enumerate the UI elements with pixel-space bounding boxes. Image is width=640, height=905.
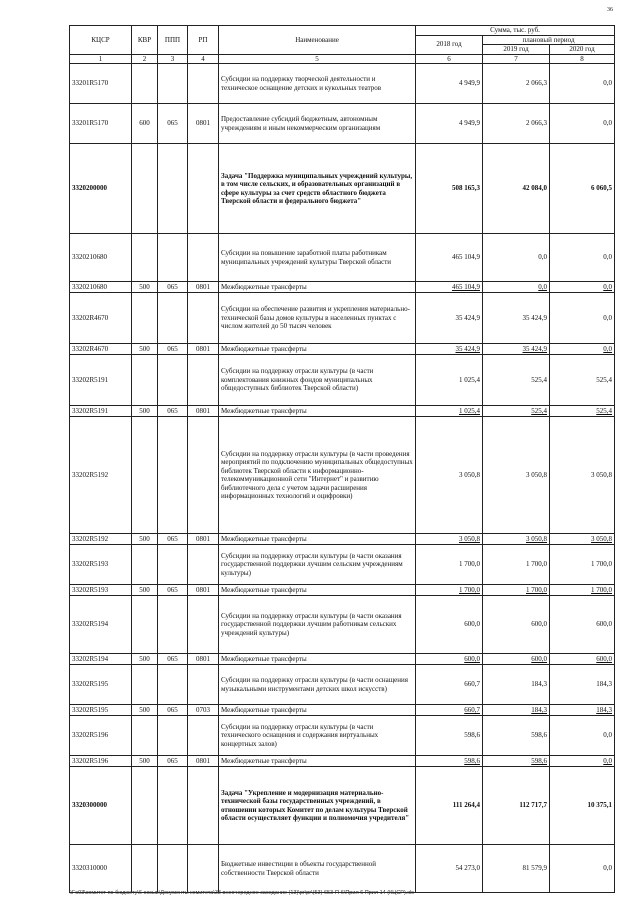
page-number: 36 [607,7,613,13]
table-row [70,282,615,293]
cell-name: Предоставление субсидий бюджетным, автономным учреждениям и иным некоммерческим организациям [219,104,416,144]
cell-name: Субсидии на поддержку отрасли культуры (в части оснащения музыкальными инструментами детских школ искусств) [219,665,416,705]
cell-rp: 0703 [188,705,219,716]
cell-name: Межбюджетные трансферты [219,282,416,293]
table-row [70,716,615,756]
cell-kvr [132,355,158,406]
header-name: Наименование [219,26,416,55]
cell-kcsr: 33202R5195 [70,705,132,716]
cell-amount-2018: 4 949,9 [416,64,483,104]
cell-amount-2019: 184,3 [483,705,550,716]
cell-name: Межбюджетные трансферты [219,585,416,596]
cell-rp: 0801 [188,654,219,665]
cell-amount-2020: 0,0 [550,282,615,293]
cell-amount-2020: 3 050,8 [550,534,615,545]
cell-kvr [132,596,158,654]
cell-amount-2018: 35 424,9 [416,293,483,344]
cell-name: Субсидии на поддержку отрасли культуры (в части оказания государственной поддержки лучшим работникам сельских учреждений культуры) [219,596,416,654]
cell-kvr [132,144,158,234]
cell-kvr [132,234,158,282]
cell-kvr: 600 [132,104,158,144]
cell-amount-2018: 465 104,9 [416,282,483,293]
cell-amount-2020: 0,0 [550,64,615,104]
cell-rp: 0801 [188,282,219,293]
cell-amount-2019: 525,4 [483,355,550,406]
cell-ppp: 065 [158,282,188,293]
cell-kvr [132,545,158,585]
cell-name: Межбюджетные трансферты [219,406,416,417]
cell-amount-2018: 600,0 [416,654,483,665]
cell-ppp [158,417,188,534]
table-row [70,234,615,282]
cell-kvr [132,716,158,756]
cell-rp [188,293,219,344]
cell-ppp [158,545,188,585]
cell-amount-2019: 184,3 [483,665,550,705]
table-row [70,585,615,596]
cell-kvr [132,293,158,344]
cell-ppp [158,234,188,282]
cell-amount-2020: 0,0 [550,756,615,767]
cell-kvr [132,845,158,893]
cell-kvr: 500 [132,585,158,596]
cell-kvr [132,417,158,534]
cell-amount-2020: 0,0 [550,234,615,282]
cell-kvr: 500 [132,534,158,545]
cell-amount-2020: 184,3 [550,705,615,716]
table-row [70,417,615,534]
cell-ppp [158,355,188,406]
cell-amount-2020: 525,4 [550,355,615,406]
budget-table [69,25,615,893]
cell-rp [188,845,219,893]
cell-rp [188,596,219,654]
header-ppp: ППП [158,26,188,55]
table-row [70,293,615,344]
table-row [70,355,615,406]
cell-kcsr: 33201R5170 [70,104,132,144]
cell-ppp [158,64,188,104]
header-year-2019: 2019 год [483,45,550,55]
cell-ppp: 065 [158,406,188,417]
cell-rp [188,716,219,756]
table-row [70,767,615,845]
cell-amount-2019: 598,6 [483,756,550,767]
cell-amount-2019: 35 424,9 [483,344,550,355]
cell-rp: 0801 [188,104,219,144]
cell-amount-2020: 600,0 [550,654,615,665]
cell-amount-2018: 3 050,8 [416,534,483,545]
cell-rp [188,767,219,845]
header-kvr: КВР [132,26,158,55]
cell-ppp [158,144,188,234]
cell-kcsr: 33202R5194 [70,596,132,654]
cell-amount-2018: 1 025,4 [416,355,483,406]
header-index-8: 8 [550,54,615,64]
cell-amount-2020: 0,0 [550,293,615,344]
cell-amount-2018: 35 424,9 [416,344,483,355]
header-index-7: 7 [483,54,550,64]
cell-amount-2019: 42 084,0 [483,144,550,234]
cell-amount-2019: 1 700,0 [483,585,550,596]
cell-name: Субсидии на поддержку творческой деятельности и техническое оснащение детских и кукольных театров [219,64,416,104]
cell-kvr: 500 [132,344,158,355]
cell-amount-2020: 10 375,1 [550,767,615,845]
cell-amount-2020: 0,0 [550,344,615,355]
cell-ppp [158,716,188,756]
cell-name: Межбюджетные трансферты [219,654,416,665]
budget-table-container [69,25,614,893]
cell-amount-2019: 112 717,7 [483,767,550,845]
cell-kcsr: 33202R5192 [70,417,132,534]
cell-amount-2020: 525,4 [550,406,615,417]
cell-amount-2018: 660,7 [416,665,483,705]
cell-amount-2018: 660,7 [416,705,483,716]
cell-rp [188,417,219,534]
cell-ppp [158,767,188,845]
cell-name: Субсидии на поддержку отрасли культуры (в части комплектования книжных фондов муниципальных общедоступных библиотек Тверской области) [219,355,416,406]
cell-amount-2018: 4 949,9 [416,104,483,144]
cell-kcsr: 33202R5192 [70,534,132,545]
header-year-2020: 2020 год [550,45,615,55]
cell-amount-2020: 1 700,0 [550,585,615,596]
cell-kcsr: 33202R5193 [70,545,132,585]
cell-amount-2019: 2 066,3 [483,64,550,104]
cell-rp [188,355,219,406]
cell-kcsr: 33202R4670 [70,293,132,344]
cell-name: Межбюджетные трансферты [219,756,416,767]
cell-kcsr: 33201R5170 [70,64,132,104]
cell-kcsr: 33202R5193 [70,585,132,596]
cell-rp [188,144,219,234]
cell-amount-2020: 1 700,0 [550,545,615,585]
cell-amount-2019: 3 050,8 [483,534,550,545]
header-year-2018: 2018 год [416,35,483,54]
header-rp: РП [188,26,219,55]
cell-amount-2019: 600,0 [483,654,550,665]
header-sum-title: Сумма, тыс. руб. [416,26,615,36]
cell-kvr: 500 [132,705,158,716]
cell-ppp: 065 [158,585,188,596]
cell-rp [188,64,219,104]
cell-kcsr: 3320210680 [70,234,132,282]
cell-name: Задача "Поддержка муниципальных учреждений культуры, в том числе сельских, и образовательных организаций в сфере культуры за счет средств областного бюджета Тверской области и федерального бюджета" [219,144,416,234]
cell-amount-2020: 600,0 [550,596,615,654]
cell-amount-2018: 508 165,3 [416,144,483,234]
cell-kcsr: 3320200000 [70,144,132,234]
header-kcsr: КЦСР [70,26,132,55]
table-row [70,705,615,716]
cell-amount-2019: 600,0 [483,596,550,654]
cell-amount-2020: 0,0 [550,716,615,756]
cell-kvr [132,64,158,104]
cell-kcsr: 33202R5191 [70,406,132,417]
cell-name: Субсидии на поддержку отрасли культуры (в части технического оснащения и содержания виртуальных концертных залов) [219,716,416,756]
cell-amount-2018: 1 025,4 [416,406,483,417]
cell-amount-2019: 35 424,9 [483,293,550,344]
header-index-6: 6 [416,54,483,64]
header-index-2: 2 [132,54,158,64]
table-header [70,26,615,64]
cell-amount-2019: 81 579,9 [483,845,550,893]
cell-ppp [158,293,188,344]
cell-amount-2020: 184,3 [550,665,615,705]
cell-kcsr: 3320310000 [70,845,132,893]
cell-name: Субсидии на повышение заработной платы работникам муниципальных учреждений культуры Тверской области [219,234,416,282]
cell-kvr: 500 [132,654,158,665]
cell-kcsr: 33202R5196 [70,716,132,756]
cell-amount-2019: 525,4 [483,406,550,417]
cell-amount-2018: 111 264,4 [416,767,483,845]
cell-ppp: 065 [158,705,188,716]
cell-amount-2018: 1 700,0 [416,545,483,585]
cell-amount-2019: 1 700,0 [483,545,550,585]
cell-amount-2019: 0,0 [483,282,550,293]
cell-kcsr: 33202R5194 [70,654,132,665]
cell-amount-2019: 2 066,3 [483,104,550,144]
table-row [70,64,615,104]
cell-rp: 0801 [188,585,219,596]
table-row [70,845,615,893]
cell-amount-2018: 600,0 [416,596,483,654]
table-row [70,534,615,545]
cell-ppp: 065 [158,104,188,144]
cell-amount-2018: 54 273,0 [416,845,483,893]
table-row [70,596,615,654]
cell-amount-2018: 598,6 [416,756,483,767]
cell-rp: 0801 [188,534,219,545]
table-row [70,665,615,705]
cell-rp: 0801 [188,756,219,767]
cell-kvr [132,665,158,705]
cell-kvr: 500 [132,282,158,293]
cell-name: Субсидии на поддержку отрасли культуры (в части проведения мероприятий по подключению муниципальных общедоступных библиотек Тверской области к информационно-телекоммуникационной сети "Интернет" и развитию библиотечного дела с учетом задачи расширения информационных технологий и оцифровки) [219,417,416,534]
cell-amount-2018: 598,6 [416,716,483,756]
table-row [70,545,615,585]
cell-amount-2019: 598,6 [483,716,550,756]
cell-kcsr: 33202R5191 [70,355,132,406]
cell-kvr [132,767,158,845]
cell-ppp: 065 [158,344,188,355]
cell-kcsr: 33202R5196 [70,756,132,767]
cell-kcsr: 3320210680 [70,282,132,293]
cell-rp [188,665,219,705]
cell-amount-2018: 465 104,9 [416,234,483,282]
cell-rp: 0801 [188,406,219,417]
cell-rp [188,545,219,585]
cell-amount-2018: 1 700,0 [416,585,483,596]
cell-name: Задача "Укрепление и модернизация материально-технической базы государственных учреждений, в отношении которых Комитет по делам культуры Тверской области осуществляет функции и полномочия учредителя" [219,767,416,845]
cell-kcsr: 33202R5195 [70,665,132,705]
table-row [70,344,615,355]
cell-name: Субсидии на обеспечение развития и укрепления материально-технической базы домов культуры в населенных пунктах с числом жителей до 50 тысяч человек [219,293,416,344]
cell-amount-2018: 3 050,8 [416,417,483,534]
header-index-3: 3 [158,54,188,64]
cell-name: Бюджетные инвестиции в объекты государственной собственности Тверской области [219,845,416,893]
cell-name: Межбюджетные трансферты [219,534,416,545]
cell-kvr: 500 [132,756,158,767]
table-row [70,144,615,234]
cell-ppp [158,596,188,654]
cell-amount-2020: 6 060,5 [550,144,615,234]
cell-ppp: 065 [158,654,188,665]
cell-rp [188,234,219,282]
cell-kvr: 500 [132,406,158,417]
table-row [70,654,615,665]
cell-amount-2020: 0,0 [550,104,615,144]
cell-name: Межбюджетные трансферты [219,344,416,355]
table-row [70,104,615,144]
cell-name: Субсидии на поддержку отрасли культуры (в части оказания государственной поддержки лучшим сельским учреждениям культуры) [219,545,416,585]
cell-amount-2019: 3 050,8 [483,417,550,534]
table-row [70,406,615,417]
header-index-1: 1 [70,54,132,64]
cell-amount-2019: 0,0 [483,234,550,282]
cell-name: Межбюджетные трансферты [219,705,416,716]
cell-kcsr: 33202R4670 [70,344,132,355]
cell-ppp: 065 [158,534,188,545]
cell-kcsr: 3320300000 [70,767,132,845]
header-planned-period: плановый период [483,35,615,45]
cell-amount-2020: 3 050,8 [550,417,615,534]
cell-amount-2020: 0,0 [550,845,615,893]
file-path-footer: \\Fs03\комитет по бюджету\6 созыв\Документы комитета\33 внеочередное заседание (13)\pr\pr\(53) 653-П-6\Прил 6 Прил 14 (КЦСР).xls [69,890,415,896]
header-index-5: 5 [219,54,416,64]
cell-ppp [158,665,188,705]
cell-rp: 0801 [188,344,219,355]
table-row [70,756,615,767]
table-body [70,64,615,893]
cell-ppp: 065 [158,756,188,767]
header-index-4: 4 [188,54,219,64]
cell-ppp [158,845,188,893]
